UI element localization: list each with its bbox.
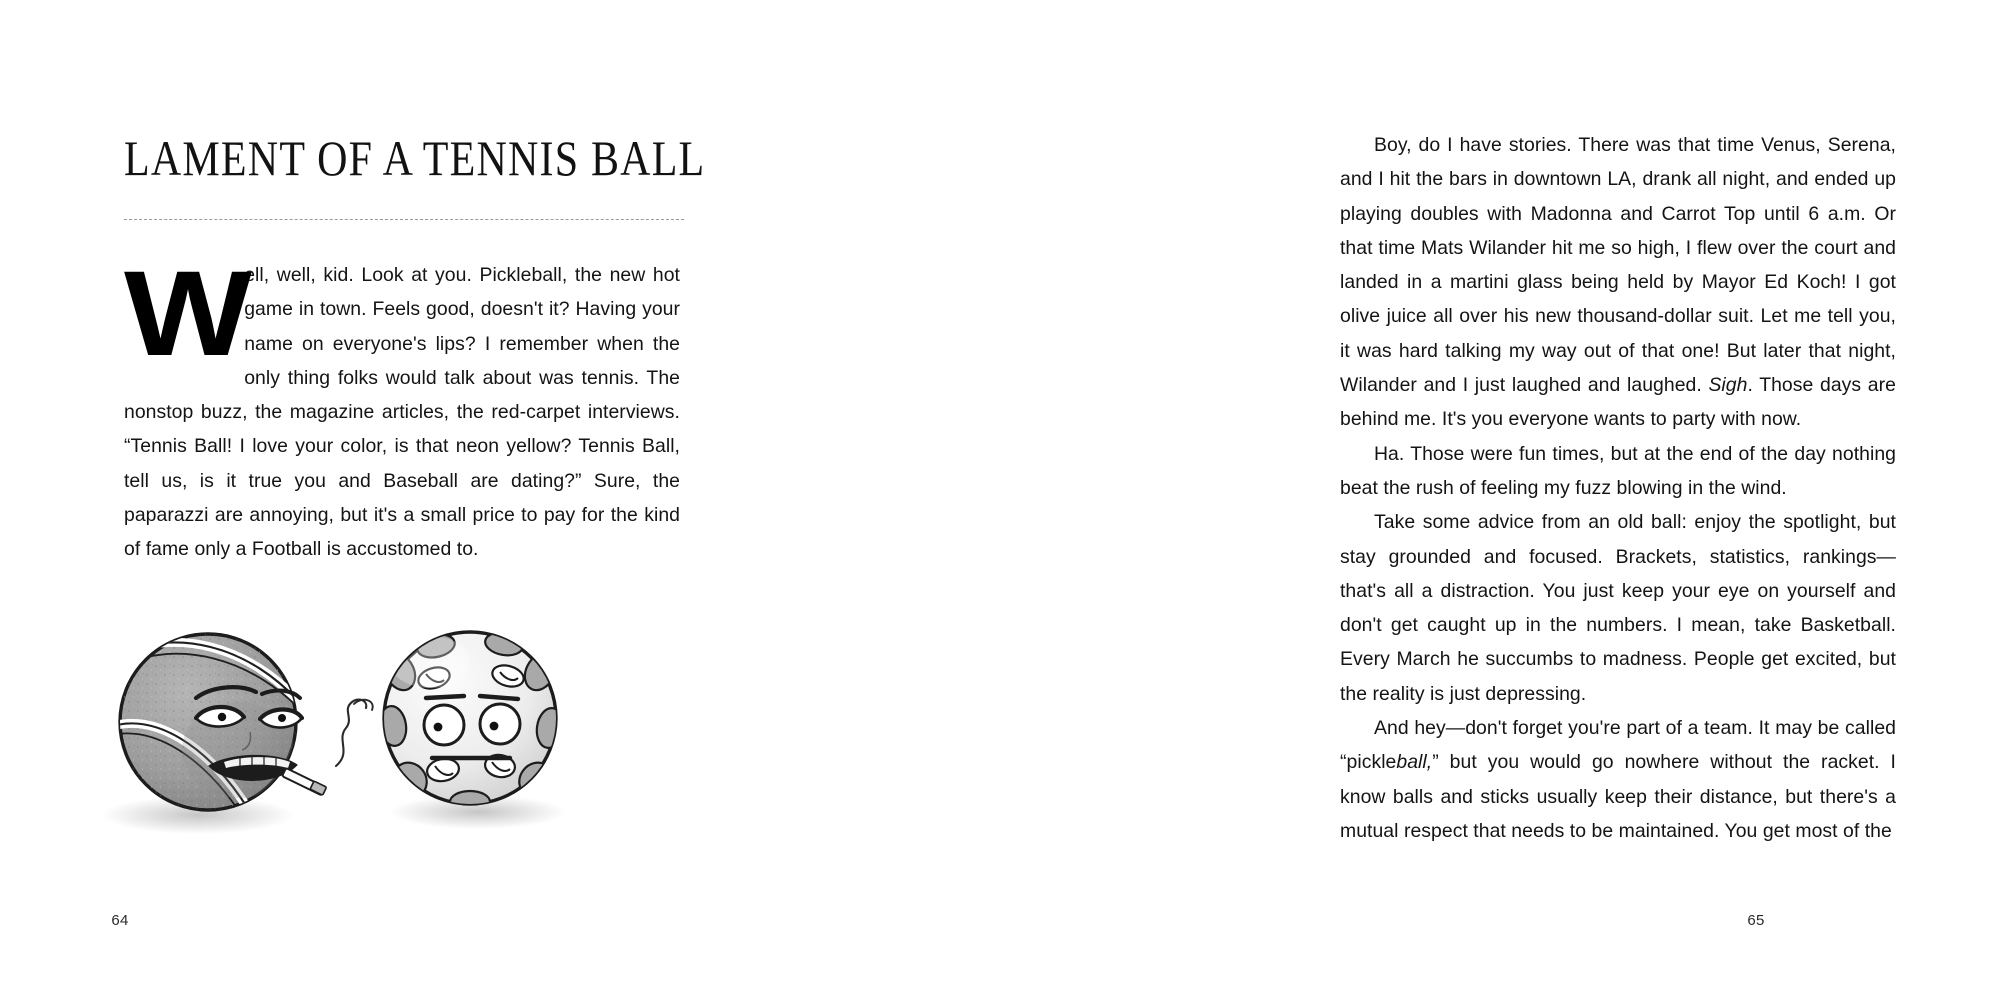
- ball-characters-svg: [100, 600, 700, 860]
- pickleball-eye-left: [424, 705, 464, 745]
- illustration-group: [100, 600, 700, 860]
- text-run: . Those days are behind me. It's you everyone wants to party with now.: [1340, 374, 1896, 431]
- tennis-ball-character: [102, 632, 373, 816]
- pickleball-brow-left: [426, 696, 464, 698]
- tennis-ball-eye-right: [260, 709, 302, 727]
- text-run: Take some advice from an old ball: enjoy the spotlight, but stay grounded and focused. Brackets, statistics, rankings—that's all a distraction. You just keep your eye on yourself and don't get caught up in the numbers. I mean, take Basketball. Every March he succumbs to madness. People get excited, but the reality is just depressing.: [1340, 511, 1896, 705]
- text-run: Sigh: [1708, 374, 1748, 397]
- right-page: [1000, 0, 2000, 1000]
- text-run: ” but you would go nowhere without the racket. I know balls and sticks usually keep their distance, but there's a mutual respect that needs to be maintained. You get most of the: [1340, 751, 1896, 842]
- left-body-text: ell, well, kid. Look at you. Pickleball, the new hot game in town. Feels good, doesn't it? Having your name on everyone's lips? I remember when the only thing folks would talk about was tennis. The nonstop buzz, the magazine articles, the red-carpet interviews. “Tennis Ball! I love your color, is that neon yellow? Tennis Ball, tell us, is it true you and Baseball are dating?” Sure, the paparazzi are annoying, but it's a small price to pay for the kind of fame only a Football is accustomed to.: [124, 264, 680, 561]
- left-body-paragraph: [124, 245, 680, 567]
- right-body-column: [1340, 128, 1896, 848]
- page-number-right: 65: [1747, 912, 1765, 929]
- page-title: LAMENT OF A TENNIS BALL: [124, 132, 706, 187]
- page-number-left: 64: [111, 912, 129, 929]
- text-run: And hey—don't forget you're part of a team. It may be called “pickle: [1340, 717, 1896, 774]
- paragraph-3: [1340, 505, 1896, 711]
- smoke-wisp-icon: [336, 700, 366, 766]
- drop-cap: W: [124, 245, 248, 381]
- paragraph-1: [1340, 128, 1896, 437]
- text-run: Boy, do I have stories. There was that time Venus, Serena, and I hit the bars in downtown LA, drank all night, and ended up playing doubles with Madonna and Carrot Top until 6 a.m. Or that time Mats Wilander hit me so high, I flew over the court and landed in a martini glass being held by Mayor Ed Koch! I got olive juice all over his new thousand-dollar suit. Let me tell you, it was hard talking my way out of that one! But later that night, Wilander and I just laughed and laughed.: [1340, 134, 1896, 397]
- title-divider: [124, 219, 684, 220]
- text-run: ball,: [1396, 751, 1433, 774]
- paragraph-2: [1340, 437, 1896, 506]
- pickleball-character: [360, 630, 566, 813]
- paragraph-4: [1340, 711, 1896, 848]
- pickleball-brow-right: [480, 696, 518, 699]
- tennis-ball-eye-left: [196, 707, 244, 727]
- pickleball-eye-right: [480, 704, 520, 744]
- left-body-column: [124, 245, 680, 567]
- cigarette-icon: [282, 768, 327, 795]
- text-run: Ha. Those were fun times, but at the end of the day nothing beat the rush of feeling my fuzz blowing in the wind.: [1340, 442, 1896, 499]
